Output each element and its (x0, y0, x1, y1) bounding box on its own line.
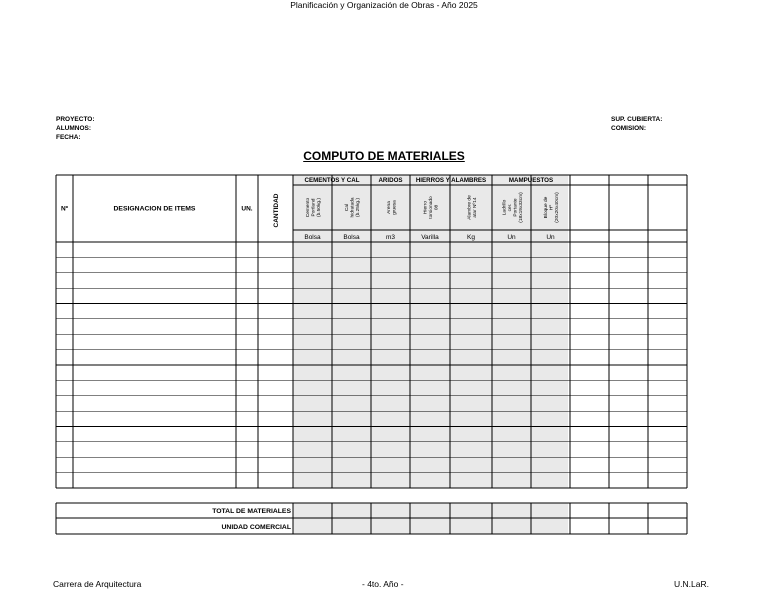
material-name: cer. (507, 203, 513, 212)
material-unit: Bolsa (343, 234, 360, 241)
material-name: Portante (513, 198, 519, 217)
group-header: HIERROS Y ALAMBRES (415, 177, 487, 184)
material-unit: Un (507, 234, 516, 241)
material-name: Hierro (423, 200, 429, 215)
footer-right: U.N.LaR. (674, 579, 709, 589)
material-unit: Kg (467, 234, 475, 241)
group-header: ARIDOS (378, 177, 403, 184)
material-name: (b.50kg.) (317, 198, 322, 217)
material-name: hidratada (350, 197, 356, 218)
group-header: MAMPUESTOS (508, 177, 554, 184)
material-name: (18x19x33cm) (518, 192, 524, 223)
footer-center: - 4to. Año - (362, 579, 404, 589)
document-title-text: COMPUTO DE MATERIALES (303, 149, 465, 163)
material-name: Bloque de (544, 196, 549, 219)
material-name: Ladrillo (502, 199, 508, 216)
total-materials-label: TOTAL DE MATERIALES (212, 508, 291, 515)
col-header-designation: DESIGNACION DE ITEMS (113, 205, 196, 213)
material-name: 08 (434, 204, 440, 211)
material-unit: Bolsa (304, 234, 321, 241)
material-name: gruesa (392, 200, 398, 215)
material-name: Portland (311, 198, 317, 217)
material-name: Cal (345, 203, 350, 212)
footer-left: Carrera de Arquitectura (53, 579, 142, 589)
material-name: (20x20x40cm) (555, 192, 560, 223)
page-header: Planificación y Organización de Obras - Año 2025 (290, 0, 478, 10)
material-name: Hº (549, 204, 555, 211)
covered-area-label: SUP. CUBIERTA: (611, 116, 663, 123)
totals-shade (293, 503, 568, 534)
material-unit: m3 (385, 234, 396, 241)
commercial-unit-label: UNIDAD COMERCIAL (221, 524, 291, 531)
material-name: Alambre de (467, 195, 473, 220)
material-unit: Varilla (421, 234, 439, 241)
project-label: PROYECTO: (56, 116, 95, 123)
material-name: Arena (386, 201, 392, 214)
date-label: FECHA: (56, 134, 81, 141)
students-label: ALUMNOS: (56, 125, 92, 132)
materials-shade (293, 175, 568, 488)
material-name: Cemento (306, 197, 311, 218)
material-name: torsionado (429, 196, 434, 219)
material-name: (b.25kg.) (356, 198, 361, 217)
material-name: atar Nº14 (472, 197, 478, 218)
material-unit: Un (546, 234, 555, 241)
group-header: CEMENTOS Y CAL (304, 177, 360, 184)
col-header-number: Nº (60, 205, 69, 213)
commission-label: COMISION: (611, 125, 647, 132)
col-header-unit: UN. (241, 205, 253, 213)
col-header-quantity: CANTIDAD (273, 193, 280, 228)
